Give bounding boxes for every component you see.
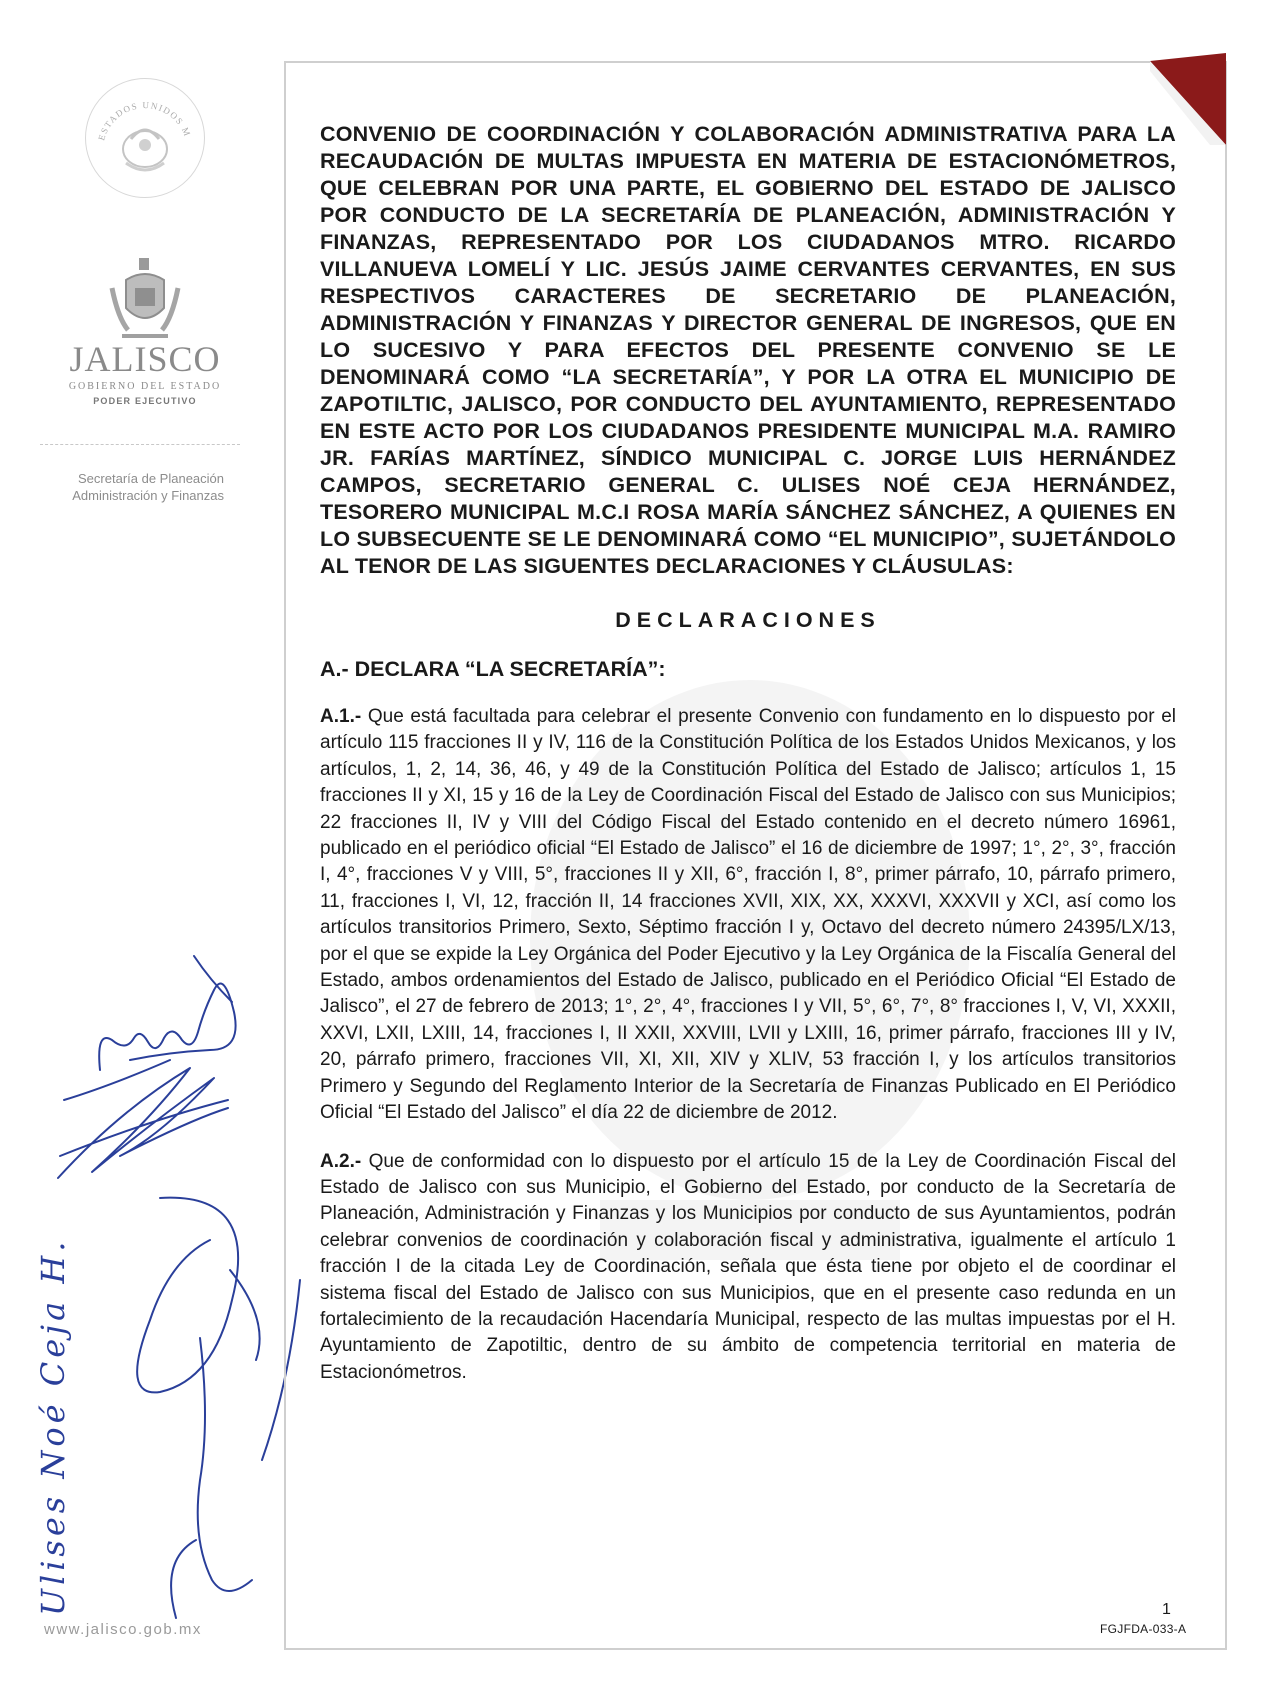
department-name	[20, 470, 224, 504]
document-code: FGJFDA-033-A	[1100, 1622, 1187, 1636]
paragraph-text: Que de conformidad con lo dispuesto por el artículo 15 de la Ley de Coordinación Fiscal del Estado de Jalisco con sus Municipio, el Gobierno del Estado, por conducto de la Secretaría de Planeación, Administración y Finanzas y los Municipios por conducto de sus Ayuntamientos, podrán celebrar convenios de coordinación y colaboración fiscal y administrativa, igualmente el artículo 1 fracción I de la citada Ley de Coordinación, señala que ésta tiene por objeto el de coordinar el sistema fiscal del Estado de Jalisco con sus Municipios, que en el presente caso redunda en un fortalecimiento de la recaudación Hacendaría Municipal, respecto de las multas impuestas por el H. Ayuntamiento de Zapotiltic, dentro de su ámbito de competencia territorial en materia de Estacionómetros.	[320, 1150, 1176, 1383]
signature-1-tail	[64, 956, 232, 1100]
handwritten-name: Ulises Noé Ceja H.	[34, 1237, 72, 1616]
branch-line: PODER EJECUTIVO	[93, 396, 197, 406]
svg-text:ESTADOS UNIDOS MEXICANOS: ESTADOS UNIDOS M	[96, 100, 193, 142]
paragraph-label: A.2.-	[320, 1150, 362, 1172]
signature-3-loop	[137, 1198, 259, 1393]
jalisco-coat-of-arms-icon	[108, 258, 182, 348]
handwritten-signatures	[0, 940, 320, 1620]
paragraph-text: Que está facultada para celebrar el presente Convenio con fundamento en lo dispuesto por el artículo 115 fracciones II y IV, 116 de la Constitución Política de los Estados Unidos Mexicanos, y los artículos, 1, 2, 14, 36, 46, y 49 de la Constitución Política del Estado de Jalisco; artículos 1, 15 fracciones II y XI, 15 y 16 de la Ley de Coordinación Fiscal del Estado de Jalisco con sus Municipios; 22 fracciones II, IV y VIII del Código Fiscal del Estado contenido en el decreto número 16961, publicado en el periódico oficial “El Estado de Jalisco” el 16 de diciembre de 1997; 1°, 2°, 3°, fracción I, 4°, fracciones V y VIII, 5°, fracciones II y XII, 6°, fracción I, 8°, primer párrafo, 10, párrafo primero, 11, fracciones I, VI, 12, fracción II, 14 fracciones XVII, XIX, XX, XXXVI, XXXVII y XCI, así como los artículos transitorios Primero, Sexto, Séptimo fracción I y, Octavo del decreto número 24395/LX/13, por el que se expide la Ley Orgánica del Poder Ejecutivo y la Ley Orgánica de la Fiscalía General del Estado, ambos ordenamientos del Estado de Jalisco, publicado en el Periódico Oficial “El Estado de Jalisco”, el 27 de febrero de 2013; 1°, 2°, 4°, fracciones I y VII, 5°, 6°, 7°, 8° fracciones I, V, VI, XXXII, XXVI, LXII, LXIII, 14, fracciones I, II XXII, XXVIII, LVII y LXIII, 16, primer párrafo, fracciones III y IV, 20, párrafo primero, fracciones VII, XI, XII, XIV y XLIV, 53 fracción I, y los artículos transitorios Primero y Segundo del Reglamento Interior de la Secretaría de Finanzas Publicado en El Periódico Oficial “El Estado del Jalisco” el día 22 de diciembre de 2012.	[320, 706, 1177, 1124]
website-url[interactable]: www.jalisco.gob.mx	[44, 1621, 202, 1638]
signature-3-tail	[171, 1338, 252, 1618]
department-line-2: Administración y Finanzas	[72, 488, 224, 503]
section-title: DECLARACIONES	[615, 608, 881, 632]
government-line: GOBIERNO DEL ESTADO	[68, 381, 222, 392]
document-body	[320, 121, 1176, 1386]
sidebar-divider	[40, 444, 240, 445]
national-seal-icon	[85, 78, 205, 198]
paragraph-a1	[320, 704, 1176, 1127]
paragraph-a2	[320, 1149, 1176, 1387]
subheading: A.- DECLARA “LA SECRETARÍA”:	[320, 657, 666, 681]
department-line-1: Secretaría de Planeación	[78, 471, 224, 486]
page-number: 1	[1162, 1601, 1171, 1618]
document-title: CONVENIO DE COORDINACIÓN Y COLABORACIÓN ADMINISTRATIVA PARA LA RECAUDACIÓN DE MULTAS IMPUESTA EN MATERIA DE ESTACIONÓMETROS, QUE CELEBRAN POR UNA PARTE, EL GOBIERNO DEL ESTADO DE JALISCO POR CONDUCTO DE LA SECRETARÍA DE PLANEACIÓN, ADMINISTRACIÓN Y FINANZAS, REPRESENTADO POR LOS CIUDADANOS MTRO. RICARDO VILLANUEVA LOMELÍ Y LIC. JESÚS JAIME CERVANTES CERVANTES, EN SUS RESPECTIVOS CARACTERES DE SECRETARIO DE PLANEACIÓN, ADMINISTRACIÓN Y FINANZAS Y DIRECTOR GENERAL DE INGRESOS, QUE EN LO SUCESIVO Y PARA EFECTOS DEL PRESENTE CONVENIO SE LE DENOMINARÁ COMO “LA SECRETARÍA”, Y POR LA OTRA EL MUNICIPIO DE ZAPOTILTIC, JALISCO, POR CONDUCTO DEL AYUNTAMIENTO, REPRESENTADO EN ESTE ACTO POR LOS CIUDADANOS PRESIDENTE MUNICIPAL M.A. RAMIRO JR. FARÍAS MARTÍNEZ, SÍNDICO MUNICIPAL C. JORGE LUIS HERNÁNDEZ CAMPOS, SECRETARIO GENERAL C. ULISES NOÉ CEJA HERNÁNDEZ, TESORERO MUNICIPAL M.C.I ROSA MARÍA SÁNCHEZ SÁNCHEZ, A QUIENES EN LO SUBSECUENTE SE LE DENOMINARÁ COMO “EL MUNICIPIO”, SUJETÁNDOLO AL TENOR DE LAS SIGUENTES DECLARACIONES Y CLÁUSULAS:	[320, 122, 1176, 578]
state-name: JALISCO	[69, 339, 221, 379]
signature-2	[58, 1068, 228, 1178]
paragraph-label: A.1.-	[320, 706, 362, 727]
signature-1	[99, 984, 235, 1070]
